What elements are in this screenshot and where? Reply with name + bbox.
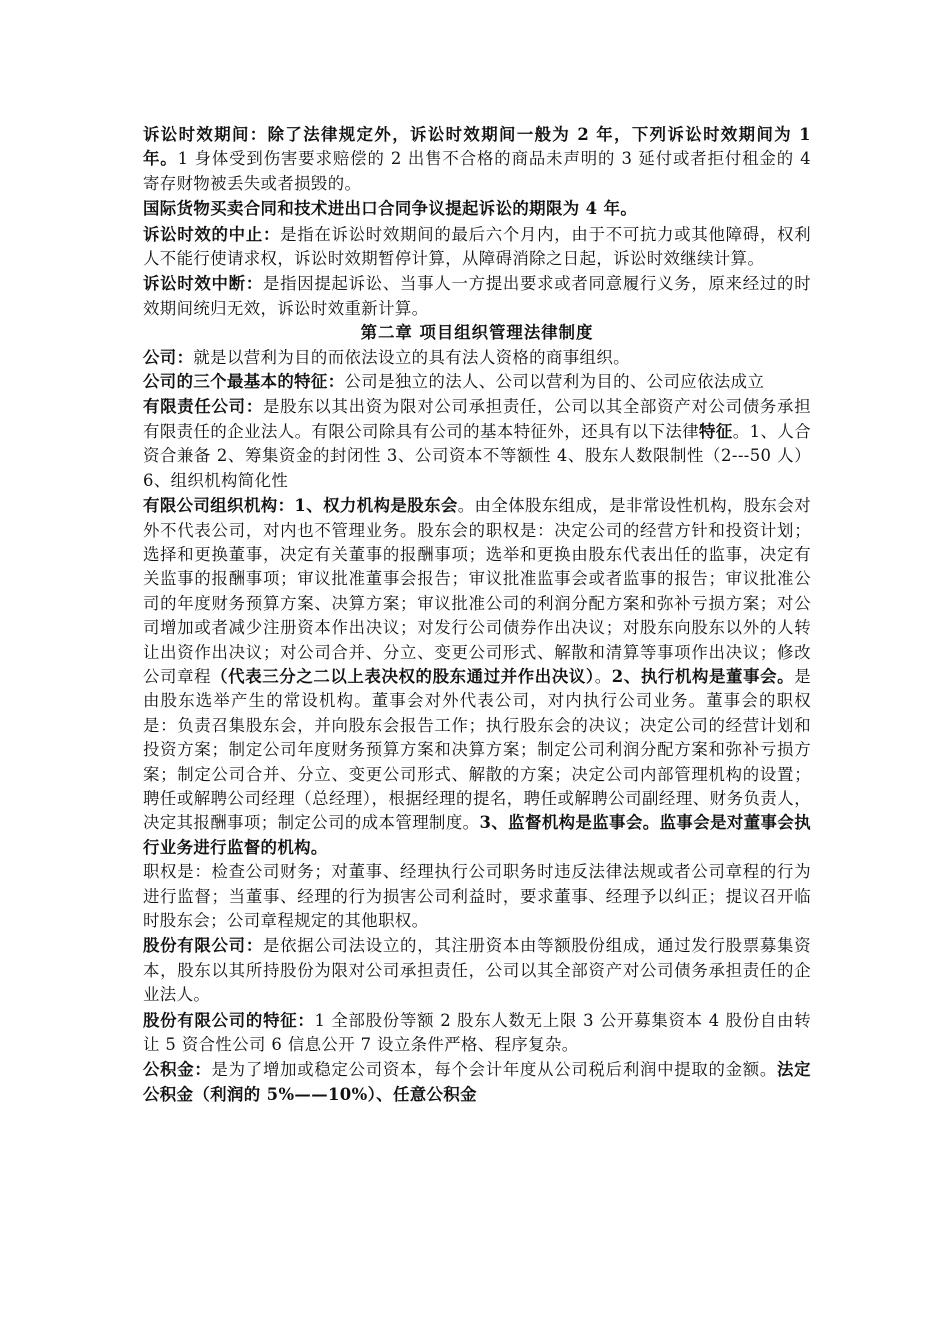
term-limitation-interruption: 诉讼时效中断： [143,274,263,294]
term-reserve-fund: 公积金： [143,1060,212,1080]
chapter-title: 第二章 项目组织管理法律制度 [360,323,594,343]
text-limitation-suspension: 是指在诉讼时效期间的最后六个月内，由于不可抗力或其他障碍，权利人不能行使请求权，诉讼时效期暂停计算，从障碍消除之日起，诉讼时效继续计算。 [143,224,812,269]
term-board-of-directors: 2、执行机构是董事会。 [611,666,795,686]
term-joint-stock-features: 股份有限公司的特征： [143,1010,315,1030]
text-statutory-reserve: 法定公积金（利润的 5%——10%）、任意公积金 [143,1060,811,1104]
term-limitation-suspension: 诉讼时效的中止： [143,224,281,244]
term-llc-features: 特征 [699,421,733,441]
term-limitation-period: 诉讼时效期间：除了法律规定外，诉讼时效期间一般为 2 年，下列诉讼时效期间为 1 年。 [143,125,811,169]
text-company-features: 公司是独立的法人、公司以营利为目的、公司应依法成立 [344,372,765,392]
paragraph-company [143,346,811,370]
paragraph-limitation-interruption [143,272,811,321]
paragraph-llc-organization [143,494,811,860]
text-reserve-fund: 是为了增加或稳定公司资本，每个会计年度从公司税后利润中提取的金额。 [211,1060,778,1080]
text-two-thirds-vote: （代表三分之二以上表决权的股东通过并作出决议） [211,666,595,686]
paragraph-international-contract-period [143,197,811,221]
term-llc-organization: 有限公司组织机构：1、权力机构是股东会 [143,496,458,516]
text-shareholders-meeting: 。由全体股东组成，是非常设性机构，股东会对外不代表公司，对内也不管理业务。股东会的职权是：决定公司的经营方针和投资计划；选择和更换董事，决定有关董事的报酬事项；选举和更换由股东代表出任的监事，决定有关监事的报酬事项；审议批准董事会报告；审议批准监事会或者监事的报告；审议批准公司的年度财务预算方案、决算方案；审议批准公司的利润分配方案和弥补亏损方案；对公司增加或者减少注册资本作出决议；对发行公司债券作出决议；对股东向股东以外的人转让出资作出决议；对公司合并、分立、变更公司形式、解散和清算等事项作出决议；修改公司章程 [143,496,811,686]
text-international-contract-period: 国际货物买卖合同和技术进出口合同争议提起诉讼的期限为 4 年。 [143,199,638,219]
document-page [143,123,811,1108]
text-joint-stock-company: 是依据公司法设立的，其注册资本由等额股份组成，通过发行股票募集资本，股东以其所持股份为限对公司承担责任，公司以其全部资产对公司债务承担责任的企业法人。 [143,936,811,1005]
term-company: 公司： [143,347,194,367]
text-llc-definition: 是股东以其出资为限对公司承担责任，公司以其全部资产对公司债务承担有限责任的企业法人。有限公司除具有公司的基本特征外，还具有以下法律 [143,397,811,441]
term-supervisory-board: 3、监督机构是监事会。监事会是对董事会执行业务进行监督的机构。 [143,813,812,857]
paragraph-joint-stock-features [143,1009,811,1058]
term-llc: 有限责任公司： [143,397,263,417]
text-llc-features: 。1、人合资合兼备 2、筹集资金的封闭性 3、公司资本不等额性 4、股东人数限制性（2---50 人）6、组织机构简化性 [143,421,811,490]
text-joint-stock-features: 1 全部股份等额 2 股东人数无上限 3 公开募集资本 4 股份自由转让 5 资合性公司 6 信息公开 7 设立条件严格、程序复杂。 [143,1010,812,1055]
paragraph-limitation-suspension [143,223,811,272]
text-period: 。 [594,666,612,686]
paragraph-reserve-fund [143,1058,811,1107]
paragraph-company-features [143,370,811,394]
paragraph-limitation-period [143,123,811,196]
text-limitation-interruption: 是指因提起诉讼、当事人一方提出要求或者同意履行义务，原来经过的时效期间统归无效，诉讼时效重新计算。 [143,274,811,318]
paragraph-joint-stock-company [143,934,811,1007]
text-limitation-period: 1 身体受到伤害要求赔偿的 2 出售不合格的商品未声明的 3 延付或者拒付租金的 4 寄存财物被丢失或者损毁的。 [143,149,811,193]
paragraph-supervisory-powers [143,860,811,933]
text-board-of-directors: 是由股东选举产生的常设机构。董事会对外代表公司，对内执行公司业务。董事会的职权是：负责召集股东会，并向股东会报告工作；执行股东会的决议；决定公司的经营计划和投资方案；制定公司年度财务预算方案和决算方案；制定公司利润分配方案和弥补亏损方案；制定公司合并、分立、变更公司形式、解散的方案；决定公司内部管理机构的设置；聘任或解聘公司经理（总经理），根据经理的提名，聘任或解聘公司副经理、财务负责人，决定其报酬事项；制定公司的成本管理制度。 [143,666,811,833]
term-company-features: 公司的三个最基本的特征： [143,372,345,392]
text-company: 就是以营利为目的而依法设立的具有法人资格的商事组织。 [193,347,630,367]
text-supervisory-powers: 职权是：检查公司财务；对董事、经理执行公司职务时违反法律法规或者公司章程的行为进行监督；当董事、经理的行为损害公司利益时，要求董事、经理予以纠正；提议召开临时股东会；公司章程规定的其他职权。 [143,862,811,930]
term-joint-stock-company: 股份有限公司： [143,936,263,956]
paragraph-llc [143,395,811,493]
